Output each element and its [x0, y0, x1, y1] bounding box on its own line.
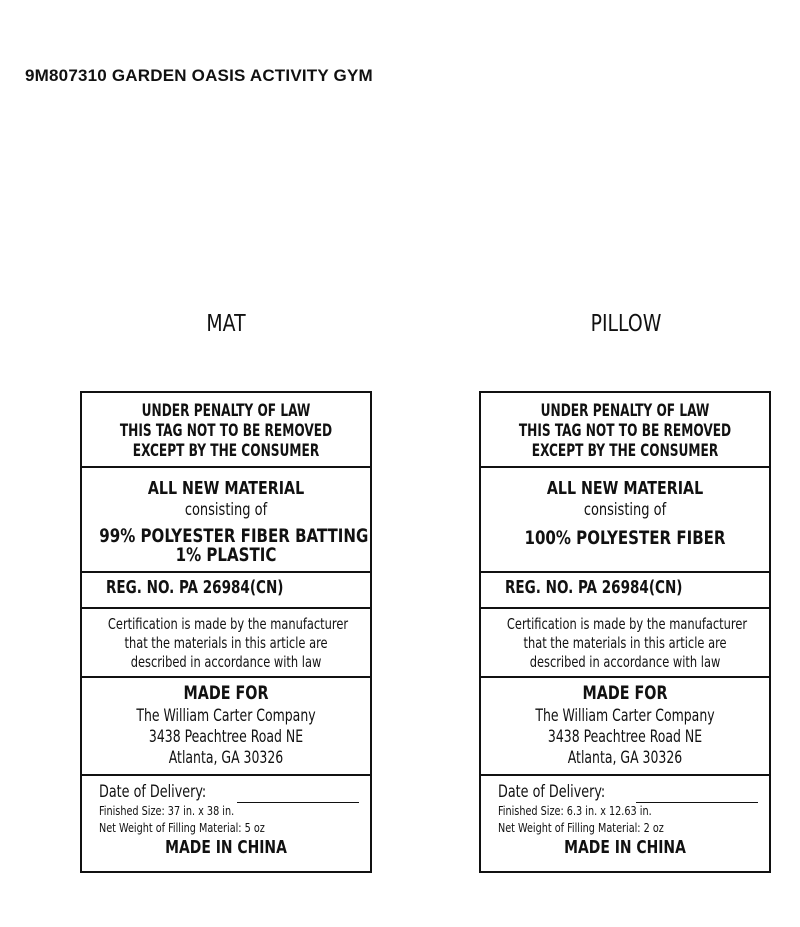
street-address: 3438 Peachtree Road NE — [547, 727, 703, 746]
certification-line: Certification is made by the manufacturer — [107, 615, 349, 633]
delivery-section — [82, 776, 370, 871]
mat-law-tag — [80, 391, 372, 873]
delivery-section — [481, 776, 769, 871]
warning-line: EXCEPT BY THE CONSUMER — [531, 441, 719, 460]
city-address: Atlanta, GA 30326 — [567, 748, 683, 767]
date-of-delivery-label: Date of Delivery: — [498, 782, 606, 801]
certification-section — [82, 609, 370, 678]
reg-number-section — [481, 573, 769, 609]
pillow-law-tag — [479, 391, 771, 873]
city-address: Atlanta, GA 30326 — [168, 748, 284, 767]
material-heading: ALL NEW MATERIAL — [546, 478, 704, 499]
warning-line: UNDER PENALTY OF LAW — [141, 401, 311, 420]
mat-heading: MAT — [206, 311, 246, 337]
consisting-of: consisting of — [583, 500, 667, 520]
made-in-label: MADE IN CHINA — [564, 837, 686, 858]
material-section — [82, 468, 370, 573]
material-section — [481, 468, 769, 573]
made-in-label: MADE IN CHINA — [165, 837, 287, 858]
material-heading: ALL NEW MATERIAL — [147, 478, 305, 499]
finished-size: Finished Size: 6.3 in. x 12.63 in. — [498, 803, 652, 818]
date-of-delivery-label: Date of Delivery: — [99, 782, 207, 801]
content-line: 1% PLASTIC — [175, 544, 277, 566]
reg-number: REG. NO. PA 26984(CN) — [505, 578, 683, 598]
warning-line: EXCEPT BY THE CONSUMER — [132, 441, 320, 460]
net-weight: Net Weight of Filling Material: 5 oz — [99, 820, 265, 835]
made-for-label: MADE FOR — [183, 683, 269, 704]
company-name: The William Carter Company — [136, 706, 316, 725]
made-for-section — [82, 678, 370, 776]
pillow-heading: PILLOW — [590, 311, 662, 337]
certification-line: that the materials in this article are — [124, 634, 328, 652]
document-title: 9M807310 GARDEN OASIS ACTIVITY GYM — [25, 66, 373, 85]
certification-section — [481, 609, 769, 678]
company-name: The William Carter Company — [535, 706, 715, 725]
warning-section — [481, 393, 769, 468]
reg-number: REG. NO. PA 26984(CN) — [106, 578, 284, 598]
street-address: 3438 Peachtree Road NE — [148, 727, 304, 746]
content-line: 99% POLYESTER FIBER BATTING — [99, 525, 369, 547]
consisting-of: consisting of — [184, 500, 268, 520]
warning-line: UNDER PENALTY OF LAW — [540, 401, 710, 420]
warning-section — [82, 393, 370, 468]
certification-line: that the materials in this article are — [523, 634, 727, 652]
made-for-section — [481, 678, 769, 776]
content-line: 100% POLYESTER FIBER — [524, 527, 726, 549]
reg-number-section — [82, 573, 370, 609]
net-weight: Net Weight of Filling Material: 2 oz — [498, 820, 664, 835]
certification-line: described in accordance with law — [529, 653, 721, 671]
finished-size: Finished Size: 37 in. x 38 in. — [99, 803, 235, 818]
certification-line: described in accordance with law — [130, 653, 322, 671]
warning-line: THIS TAG NOT TO BE REMOVED — [518, 421, 732, 440]
made-for-label: MADE FOR — [582, 683, 668, 704]
warning-line: THIS TAG NOT TO BE REMOVED — [119, 421, 333, 440]
certification-line: Certification is made by the manufacturer — [506, 615, 748, 633]
